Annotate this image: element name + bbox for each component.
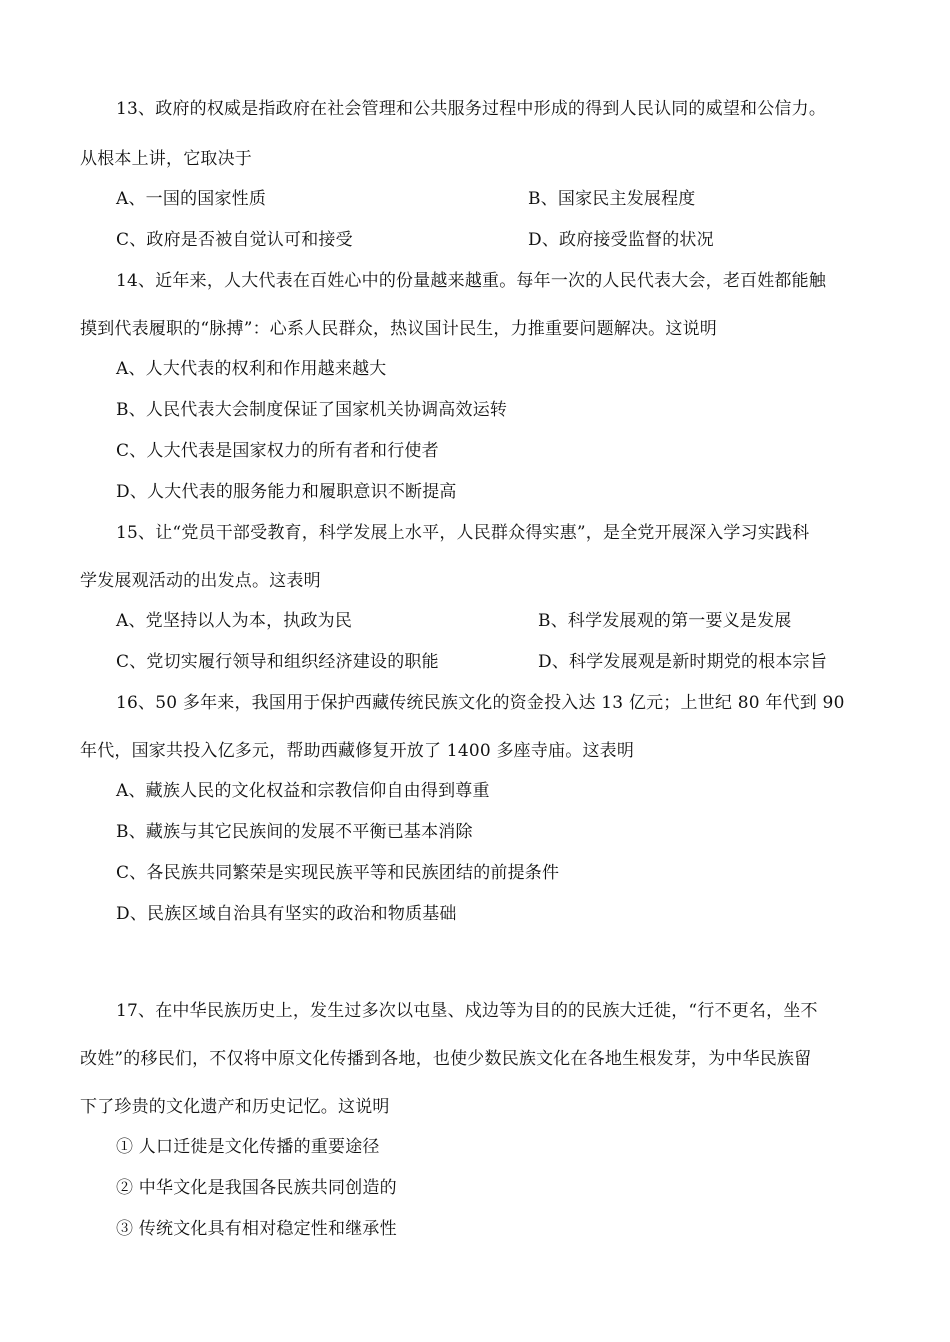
q13-option-a: A、一国的国家性质: [116, 189, 267, 209]
q14-stem-line-1: 14、近年来，人大代表在百姓心中的份量越来越重。每年一次的人民代表大会，老百姓都能触: [116, 271, 827, 291]
q16-option-d: D、民族区域自治具有坚实的政治和物质基础: [116, 904, 457, 924]
q14-stem-line-2: 摸到代表履职的“脉搏”：心系人民群众，热议国计民生，力推重要问题解决。这说明: [80, 319, 717, 339]
q13-option-c: C、政府是否被自觉认可和接受: [116, 230, 353, 250]
q13-option-b: B、国家民主发展程度: [528, 189, 696, 209]
q17-stem-line-2: 改姓”的移民们，不仅将中原文化传播到各地，也使少数民族文化在各地生根发芽，为中华民族留: [80, 1049, 812, 1069]
q17-item-1: ① 人口迁徙是文化传播的重要途径: [116, 1137, 380, 1157]
q15-stem-line-1: 15、让“党员干部受教育，科学发展上水平，人民群众得实惠”，是全党开展深入学习实践科: [116, 523, 810, 543]
q14-option-c: C、人大代表是国家权力的所有者和行使者: [116, 441, 439, 461]
q15-option-c: C、党切实履行领导和组织经济建设的职能: [116, 652, 439, 672]
q15-stem-line-2: 学发展观活动的出发点。这表明: [80, 571, 321, 591]
q17-item-2: ② 中华文化是我国各民族共同创造的: [116, 1178, 397, 1198]
q16-stem-line-2: 年代，国家共投入亿多元，帮助西藏修复开放了 1400 多座寺庙。这表明: [80, 741, 635, 761]
q17-stem-line-3: 下了珍贵的文化遗产和历史记忆。这说明: [80, 1097, 390, 1117]
q15-option-b: B、科学发展观的第一要义是发展: [538, 611, 792, 631]
q16-option-c: C、各民族共同繁荣是实现民族平等和民族团结的前提条件: [116, 863, 560, 883]
q16-option-b: B、藏族与其它民族间的发展不平衡已基本消除: [116, 822, 473, 842]
q13-stem-line-2: 从根本上讲，它取决于: [80, 149, 252, 169]
q16-option-a: A、藏族人民的文化权益和宗教信仰自由得到尊重: [116, 781, 490, 801]
q16-stem-line-1: 16、50 多年来，我国用于保护西藏传统民族文化的资金投入达 13 亿元；上世纪 80 年代到 90: [116, 693, 845, 713]
q13-option-d: D、政府接受监督的状况: [528, 230, 714, 250]
q14-option-a: A、人大代表的权利和作用越来越大: [116, 359, 387, 379]
q17-item-3: ③ 传统文化具有相对稳定性和继承性: [116, 1219, 397, 1239]
q15-option-a: A、党坚持以人为本，执政为民: [116, 611, 353, 631]
q17-stem-line-1: 17、在中华民族历史上，发生过多次以屯垦、戍边等为目的的民族大迁徙，“行不更名，坐不: [116, 1001, 818, 1021]
q14-option-b: B、人民代表大会制度保证了国家机关协调高效运转: [116, 400, 508, 420]
q14-option-d: D、人大代表的服务能力和履职意识不断提高: [116, 482, 457, 502]
q13-stem-line-1: 13、政府的权威是指政府在社会管理和公共服务过程中形成的得到人民认同的威望和公信力。: [116, 99, 827, 119]
q15-option-d: D、科学发展观是新时期党的根本宗旨: [538, 652, 828, 672]
